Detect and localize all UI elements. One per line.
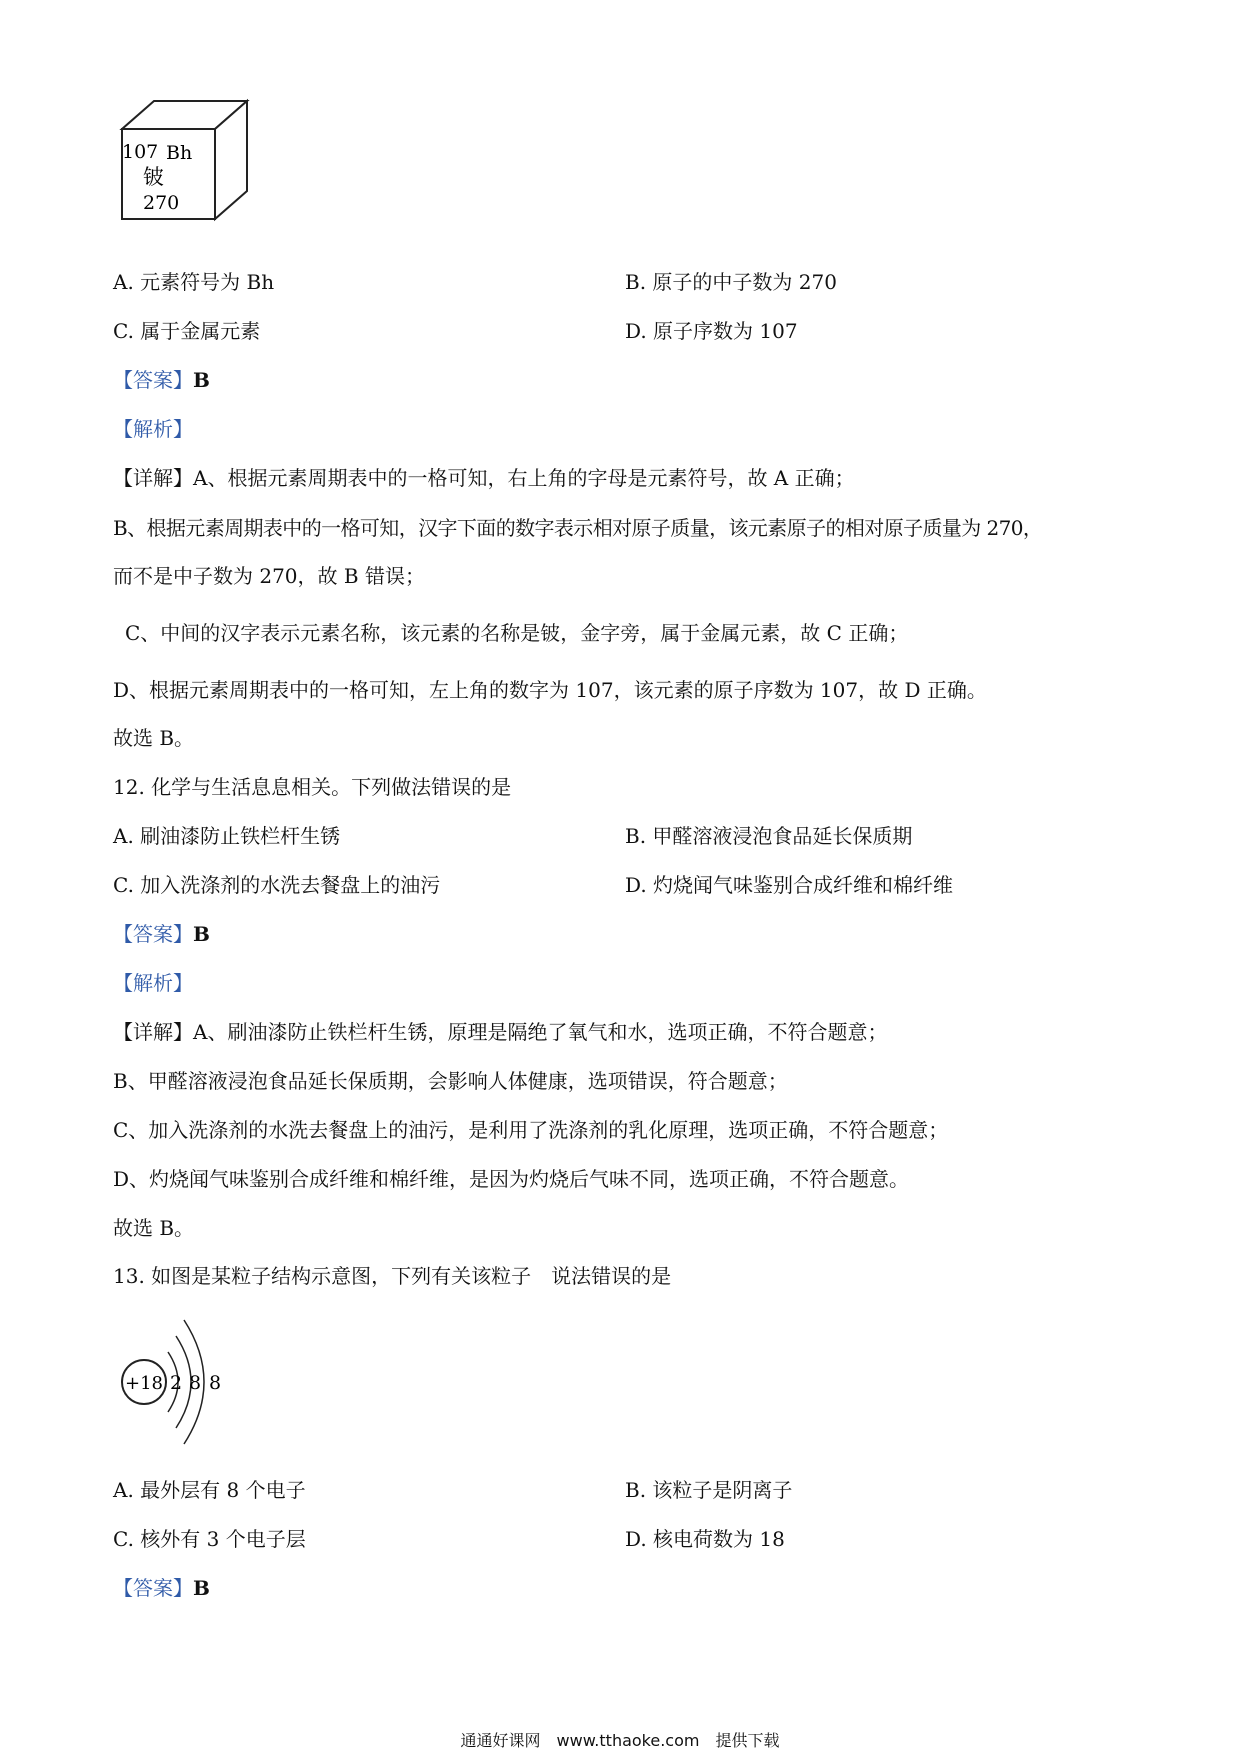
q11-option-a: A. 元素符号为 Bh bbox=[113, 270, 275, 294]
q13-option-a: A. 最外层有 8 个电子 bbox=[113, 1478, 306, 1502]
q11-detail-b-line2: 而不是中子数为 270，故 B 错误； bbox=[113, 564, 425, 588]
answer-value: B bbox=[193, 368, 210, 392]
q12-option-b: B. 甲醛溶液浸泡食品延长保质期 bbox=[625, 824, 913, 848]
q11-answer bbox=[113, 370, 210, 390]
answer-value: B bbox=[193, 1576, 210, 1600]
footer: 通通好课网 www.tthaoke.com 提供下载 bbox=[460, 1731, 780, 1750]
cube-symbol: Bh bbox=[166, 142, 193, 164]
q12-detail-a bbox=[113, 1022, 887, 1042]
q12-detail-c: C、加入洗涤剂的水洗去餐盘上的油污，是利用了洗涤剂的乳化原理，选项正确，不符合题意； bbox=[113, 1118, 949, 1142]
q11-conclusion: 故选 B。 bbox=[113, 726, 195, 750]
answer-tag: 【答案】 bbox=[113, 368, 193, 392]
shell-1-electrons: 2 bbox=[169, 1372, 183, 1394]
detail-text: A、根据元素周期表中的一格可知，右上角的字母是元素符号，故 A 正确； bbox=[193, 466, 855, 490]
detail-tag: 【详解】 bbox=[113, 1020, 193, 1044]
element-cell-figure bbox=[110, 95, 270, 235]
q11-detail-b-line1: B、根据元素周期表中的一格可知，汉字下面的数字表示相对原子质量，该元素原子的相对原子质量为 270， bbox=[113, 516, 1043, 540]
q11-option-b: B. 原子的中子数为 270 bbox=[625, 270, 837, 294]
q12-stem: 12. 化学与生活息息相关。下列做法错误的是 bbox=[113, 775, 512, 799]
q12-detail-d: D、灼烧闻气味鉴别合成纤维和棉纤维，是因为灼烧后气味不同，选项正确，不符合题意。 bbox=[113, 1167, 910, 1191]
q11-analysis-tag: 【解析】 bbox=[113, 417, 193, 441]
q13-option-b: B. 该粒子是阴离子 bbox=[625, 1478, 793, 1502]
q12-option-c: C. 加入洗涤剂的水洗去餐盘上的油污 bbox=[113, 873, 441, 897]
shell-2-electrons: 8 bbox=[188, 1372, 202, 1394]
detail-text: A、刷油漆防止铁栏杆生锈，原理是隔绝了氧气和水，选项正确，不符合题意； bbox=[193, 1020, 888, 1044]
detail-tag: 【详解】 bbox=[113, 466, 193, 490]
q12-analysis-tag: 【解析】 bbox=[113, 971, 193, 995]
q11-option-d: D. 原子序数为 107 bbox=[625, 319, 798, 343]
answer-value: B bbox=[193, 922, 210, 946]
shell-3-electrons: 8 bbox=[208, 1372, 222, 1394]
answer-tag: 【答案】 bbox=[113, 922, 193, 946]
q13-stem: 13. 如图是某粒子结构示意图，下列有关该粒子 说法错误的是 bbox=[113, 1264, 672, 1288]
answer-tag: 【答案】 bbox=[113, 1576, 193, 1600]
q11-detail-d: D、根据元素周期表中的一格可知，左上角的数字为 107，该元素的原子序数为 107，故 D 正确。 bbox=[113, 678, 987, 702]
q12-option-d: D. 灼烧闻气味鉴别合成纤维和棉纤维 bbox=[625, 873, 954, 897]
q12-detail-b: B、甲醛溶液浸泡食品延长保质期，会影响人体健康，选项错误，符合题意； bbox=[113, 1069, 788, 1093]
q12-option-a: A. 刷油漆防止铁栏杆生锈 bbox=[113, 824, 341, 848]
q13-answer bbox=[113, 1578, 210, 1598]
q13-option-c: C. 核外有 3 个电子层 bbox=[113, 1527, 306, 1551]
q12-conclusion: 故选 B。 bbox=[113, 1216, 195, 1240]
q13-option-d: D. 核电荷数为 18 bbox=[625, 1527, 785, 1551]
nucleus-charge: +18 bbox=[125, 1373, 163, 1394]
cube-atomic-number: 107 bbox=[122, 141, 159, 163]
cube-element-name: 铍 bbox=[143, 165, 164, 189]
q12-answer bbox=[113, 924, 210, 944]
q11-detail-c: C、中间的汉字表示元素名称，该元素的名称是铍，金字旁，属于金属元素，故 C 正确； bbox=[125, 621, 909, 645]
q11-option-c: C. 属于金属元素 bbox=[113, 319, 261, 343]
particle-structure-diagram bbox=[110, 1310, 240, 1450]
cube-atomic-mass: 270 bbox=[143, 192, 180, 214]
q11-detail-a bbox=[113, 468, 855, 488]
